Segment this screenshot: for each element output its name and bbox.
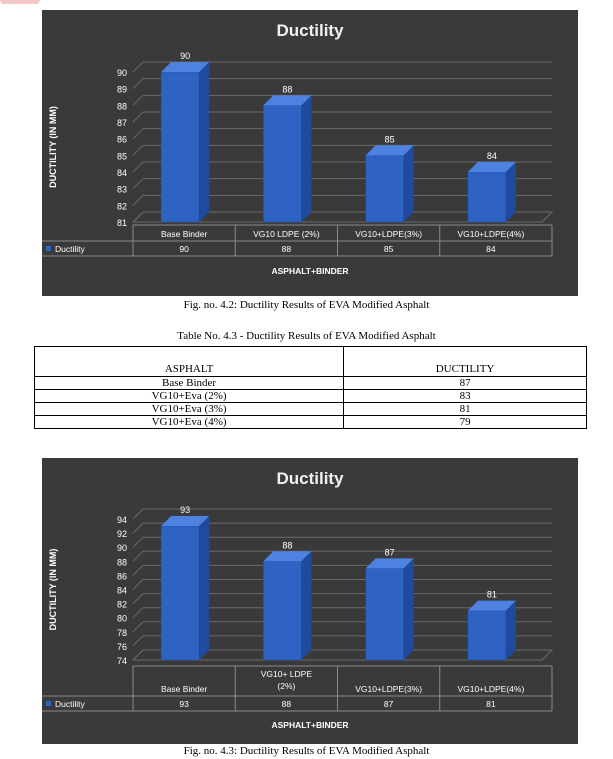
data-label: 88 [282,84,293,95]
y-tick-label: 83 [116,184,127,195]
y-tick-label: 88 [116,101,127,112]
y-tick-label: 94 [116,515,127,525]
y-axis-label: DUCTILITY (IN MM) [48,106,58,188]
x-category-label: Base Binder [160,684,208,694]
x-category-label: VG10+LDPE(3%) [355,684,423,694]
bar [468,601,516,660]
table-value: 88 [281,699,292,709]
y-axis-label: DUCTILITY (IN MM) [48,548,58,631]
bar-front [366,155,404,222]
y-tick-label: 82 [116,599,127,610]
bar-side [404,145,414,222]
x-category-label: VG10+LDPE(4%) [457,229,525,239]
table-cell-ductility: 81 [344,403,587,416]
x-category-label: VG10+LDPE(4%) [457,684,525,694]
bar-front [366,568,404,660]
y-tick-label: 90 [116,68,127,78]
y-tick-label: 85 [116,151,127,162]
corner-decoration [0,0,40,4]
y-tick-label: 87 [116,118,127,128]
table-header-ductility: DUCTILITY [344,347,587,377]
bar [161,62,209,222]
legend-swatch [46,701,51,706]
table-value: 84 [486,244,496,254]
y-tick-label: 89 [116,84,127,95]
table-cell-asphalt: VG10+Eva (3%) [35,403,344,416]
table-cell-ductility: 79 [344,416,587,429]
table-value: 93 [179,699,189,709]
y-tick-label: 90 [116,543,127,554]
data-label: 87 [384,547,395,558]
bar [161,516,209,660]
table-value: 85 [383,244,394,254]
data-label: 84 [486,151,497,161]
table-value: 87 [383,699,394,709]
figure-caption-1: Fig. no. 4.2: Ductility Results of EVA Modified Asphalt [183,299,430,311]
table-row [35,377,587,390]
x-axis-label: ASPHALT+BINDER [271,720,349,730]
data-label: 88 [282,540,293,551]
x-category-label: VG10+ LDPE [260,669,313,679]
bar-front [161,72,199,222]
bar [263,551,311,660]
table-title: Table No. 4.3 - Ductility Results of EVA Modified Asphalt [177,330,436,342]
data-label: 85 [384,134,395,145]
table-cell-asphalt: VG10+Eva (2%) [35,390,344,403]
chart-title: Ductility [276,21,344,40]
y-tick-label: 84 [116,585,127,596]
chart-title: Ductility [276,469,344,488]
legend-swatch [46,246,51,251]
table-value: 81 [486,699,496,709]
bar-side [404,558,414,660]
y-tick-label: 82 [116,201,127,212]
figure-caption-2: Fig. no. 4.3: Ductility Results of EVA Modified Asphalt [183,745,430,757]
bar-side [199,62,209,222]
table-row [35,403,587,416]
bar-front [161,526,199,660]
table-cell-ductility: 87 [344,377,587,390]
bar-front [468,611,506,660]
x-category-label: VG10 LDPE (2%) [253,229,320,239]
table-cell-asphalt: Base Binder [35,377,344,390]
y-tick-label: 84 [116,168,127,178]
x-category-label: (2%) [277,681,296,691]
ductility-chart-2 [42,458,578,744]
table-row [35,390,587,403]
x-axis-label: ASPHALT+BINDER [271,266,349,276]
bar [468,162,516,222]
y-tick-label: 76 [116,641,127,652]
legend-label: Ductility [55,699,85,709]
y-tick-label: 78 [116,627,127,638]
table-cell-asphalt: VG10+Eva (4%) [35,416,344,429]
y-tick-label: 80 [116,613,127,624]
data-label: 93 [180,505,191,516]
table-header-row [35,347,587,377]
y-tick-label: 74 [116,656,127,666]
x-category-label: VG10+LDPE(3%) [355,229,423,239]
bar-side [199,516,209,660]
bar [263,95,311,222]
y-tick-label: 88 [116,557,127,568]
y-tick-label: 86 [116,571,127,582]
bar [366,558,414,660]
table-header-asphalt: ASPHALT [35,347,344,377]
bar-front [263,105,301,222]
chart-svg [42,10,578,296]
bar-side [301,95,311,222]
table-value: 90 [179,244,189,254]
y-tick-label: 81 [116,218,127,228]
data-label: 90 [180,51,191,61]
table-cell-ductility: 83 [344,390,587,403]
ductility-chart-1 [42,10,578,296]
y-tick-label: 92 [116,529,127,540]
bar-front [468,172,506,222]
bar-front [263,561,301,660]
data-label: 81 [486,589,497,600]
bar-side [506,601,516,660]
bar-side [506,162,516,222]
x-category-label: Base Binder [160,229,208,239]
table-row [35,416,587,429]
legend-label: Ductility [55,244,85,254]
chart-svg [42,458,578,744]
table-value: 88 [281,244,292,254]
y-tick-label: 86 [116,134,127,145]
bar [366,145,414,222]
bar-side [301,551,311,660]
ductility-table [34,346,587,429]
